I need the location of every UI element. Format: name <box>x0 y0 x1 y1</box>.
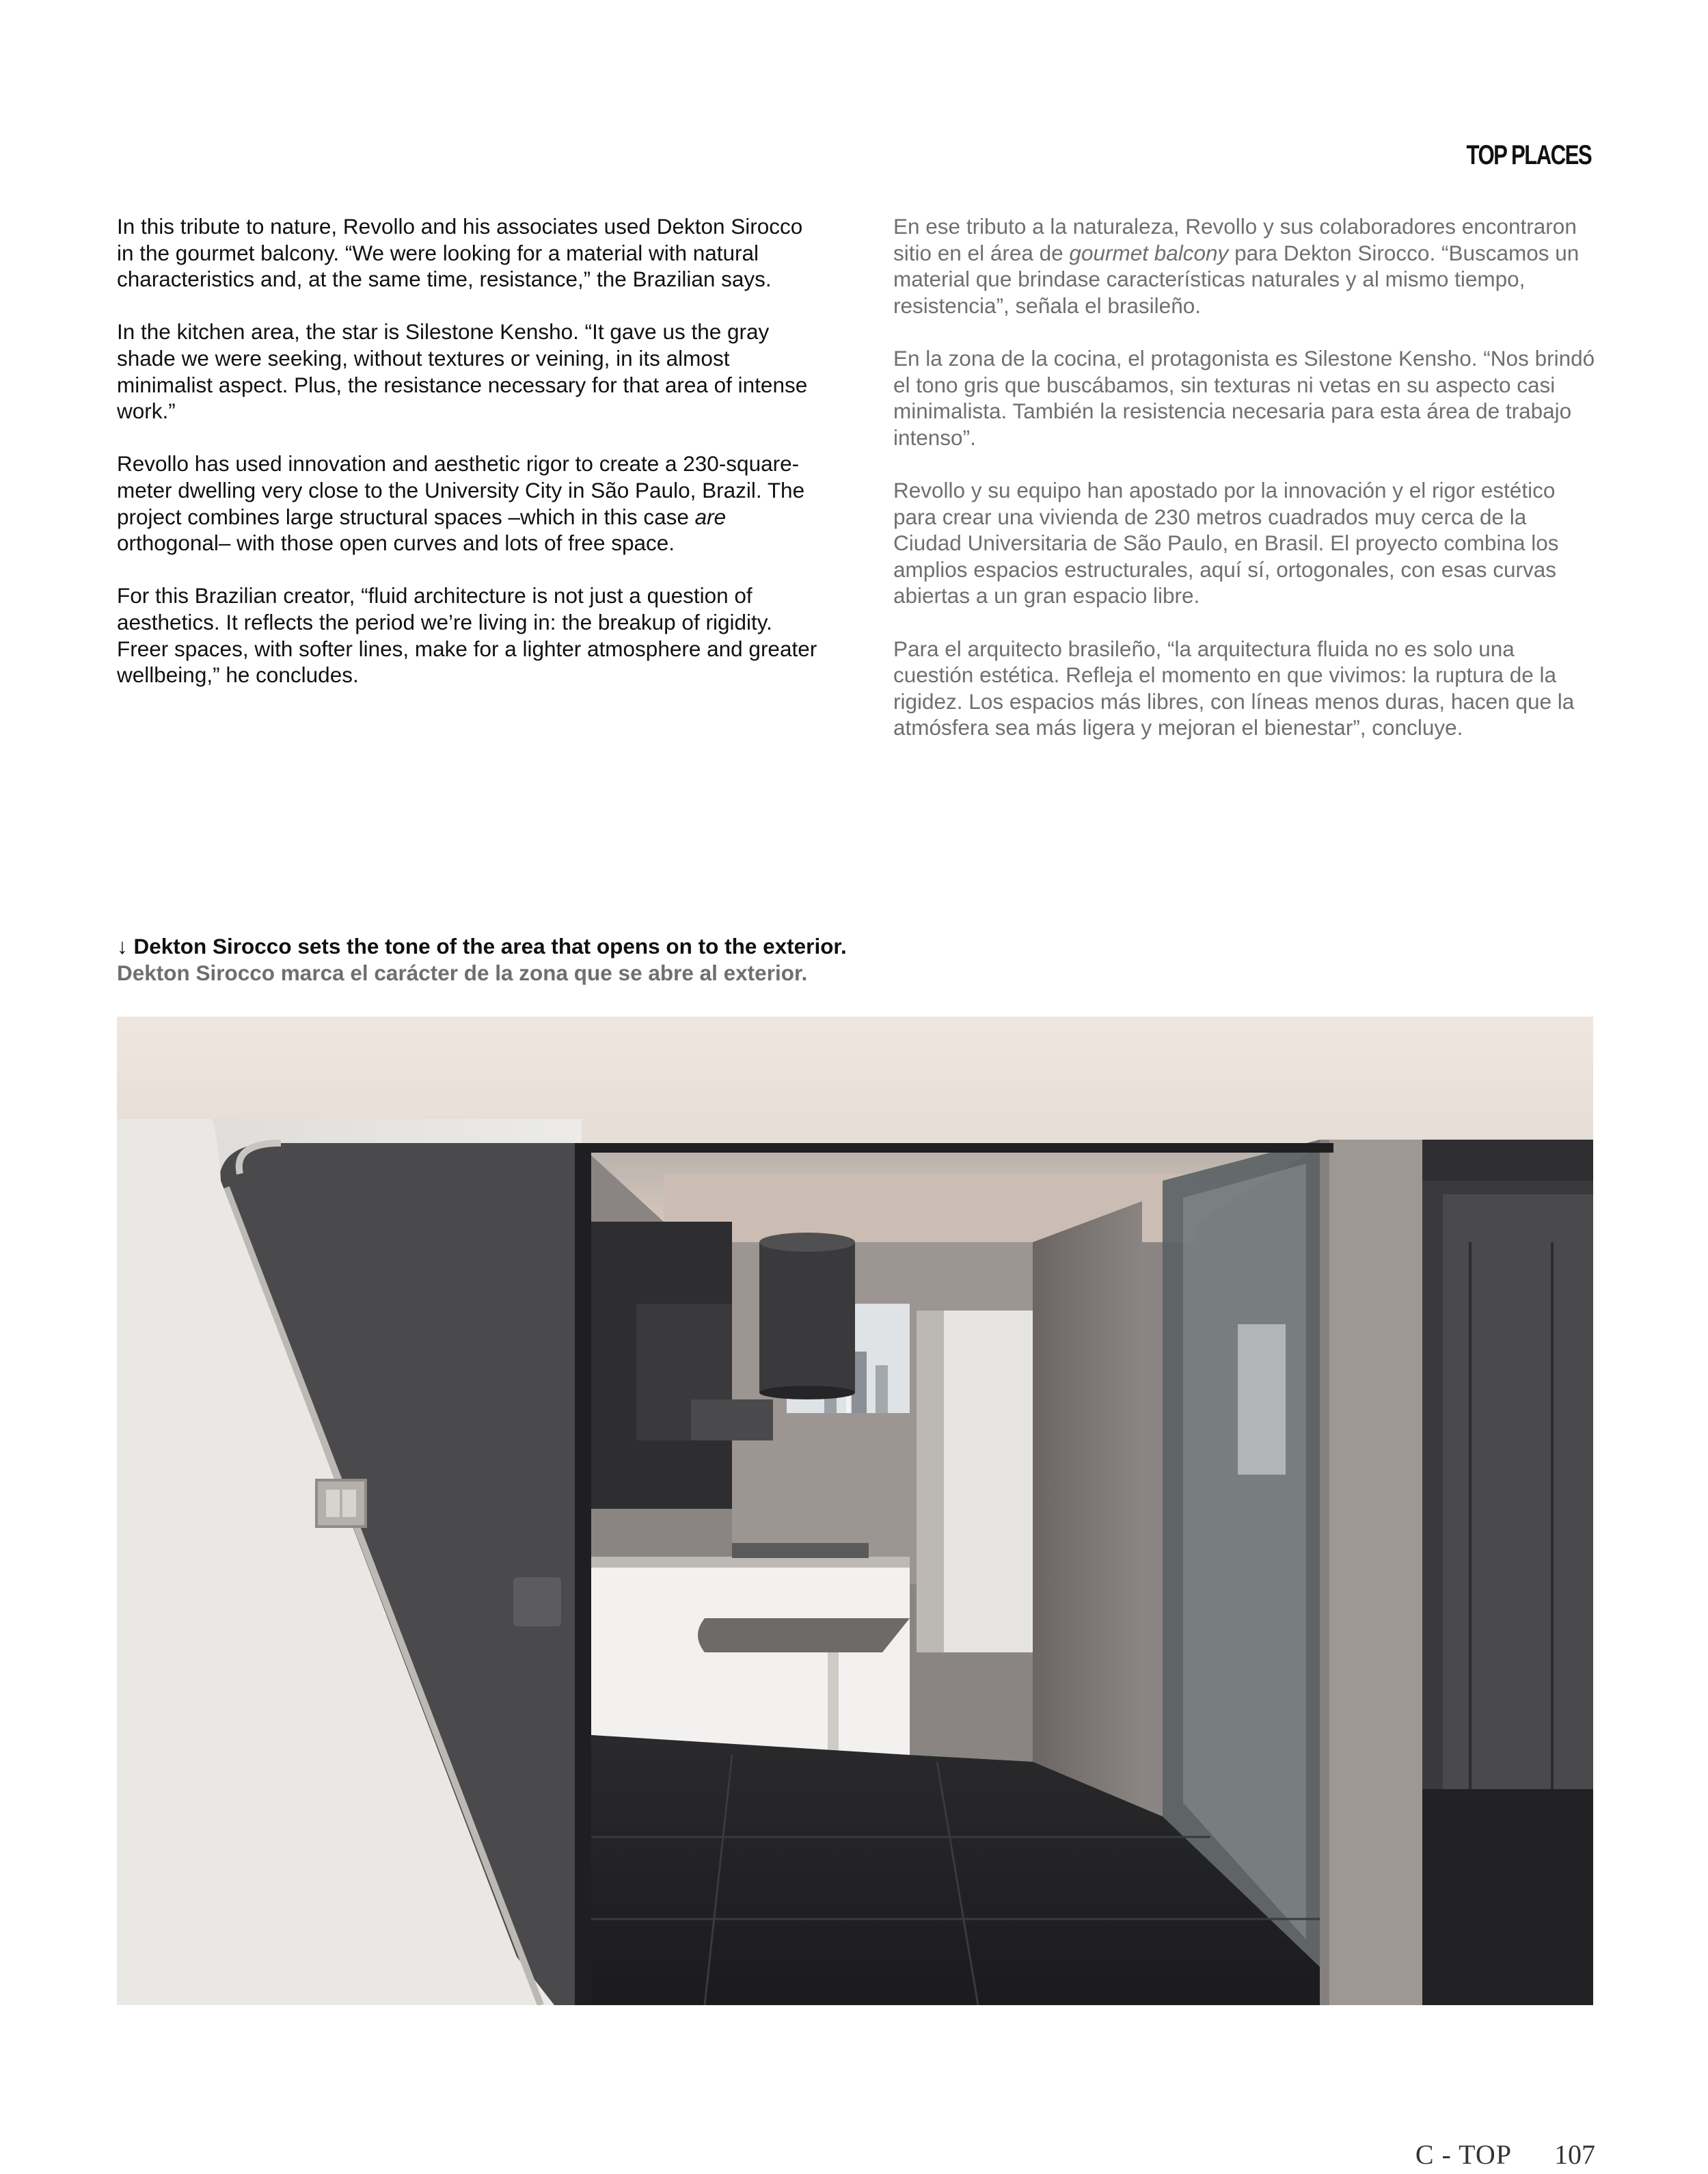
spanish-paragraph-3: Revollo y su equipo han apostado por la innovación y el rigor estético para crear una vivienda de 230 metros cuadrados muy cerca de la Ciudad Universitaria de São Paulo, en Brasil. El proyecto combina los amplios espacios estructurales, aquí sí, ortogonales, con esas curvas abiertas a un gran espacio libre. <box>893 477 1559 608</box>
spanish-paragraph-2: En la zona de la cocina, el protagonista es Silestone Kensho. “Nos brindó el tono gris que buscábamos, sin texturas ni vetas en su aspecto casi minimalista. También la resistencia necesaria para esta área de trabajo intenso”. <box>893 345 1595 450</box>
magazine-name: C - TOP <box>1415 2139 1512 2170</box>
door-handle <box>513 1577 561 1626</box>
english-column <box>117 213 821 714</box>
english-paragraph-2: In the kitchen area, the star is Silestone Kensho. “It gave us the gray shade we were seeking, without textures or veining, in its almost minimalist aspect. Plus, the resistance necessary for that area of intense work.” <box>117 319 808 424</box>
down-arrow-icon: ↓ <box>117 934 128 958</box>
spanish-paragraph-4: Para el arquitecto brasileño, “la arquitectura fluida no es solo una cuestión estética. Refleja el momento en que vivimos: la ruptura de la rigidez. Los espacios más libres, con líneas menos duras, hacen que la atmósfera sea más ligera y mejoran el bienestar”, concluye. <box>893 636 1575 740</box>
caption-english: ↓ Dekton Sirocco sets the tone of the area that opens on to the exterior. <box>117 934 847 958</box>
english-paragraph-3: Revollo has used innovation and aesthetic rigor to create a 230-square-meter dwelling very close to the University City in São Paulo, Brazil. The project combines large structural spaces –which in this case are orthogonal– with those open curves and lots of free space. <box>117 451 805 556</box>
caption-spanish: Dekton Sirocco marca el carácter de la zona que se abre al exterior. <box>117 961 808 985</box>
photo-caption <box>117 933 847 987</box>
kitchen-island <box>582 1564 910 1755</box>
section-label: TOP PLACES <box>1466 140 1591 170</box>
page-number: 107 <box>1554 2139 1595 2170</box>
light-switch <box>316 1480 366 1527</box>
kitchen-photo <box>117 1017 1593 2005</box>
english-paragraph-1: In this tribute to nature, Revollo and his associates used Dekton Sirocco in the gourmet balcony. “We were looking for a material with natural characteristics and, at the same time, resistance,” the Brazilian says. <box>117 214 803 292</box>
english-paragraph-4: For this Brazilian creator, “fluid architecture is not just a question of aesthetics. It reflects the period we’re living in: the breakup of rigidity. Freer spaces, with softer lines, make for a lighter atmosphere and greater wellbeing,” he concludes. <box>117 583 817 688</box>
spanish-paragraph-1: En ese tributo a la naturaleza, Revollo y sus colaboradores encontraron sitio en el área de gourmet balcony para Dekton Sirocco. “Buscamos un material que brindase características naturales y al mismo tiempo, resistencia”, señala el brasileño. <box>893 214 1580 318</box>
range-hood <box>759 1242 855 1393</box>
spanish-column <box>893 213 1597 767</box>
column <box>1320 1140 1422 2005</box>
page-footer <box>1415 2138 1595 2171</box>
